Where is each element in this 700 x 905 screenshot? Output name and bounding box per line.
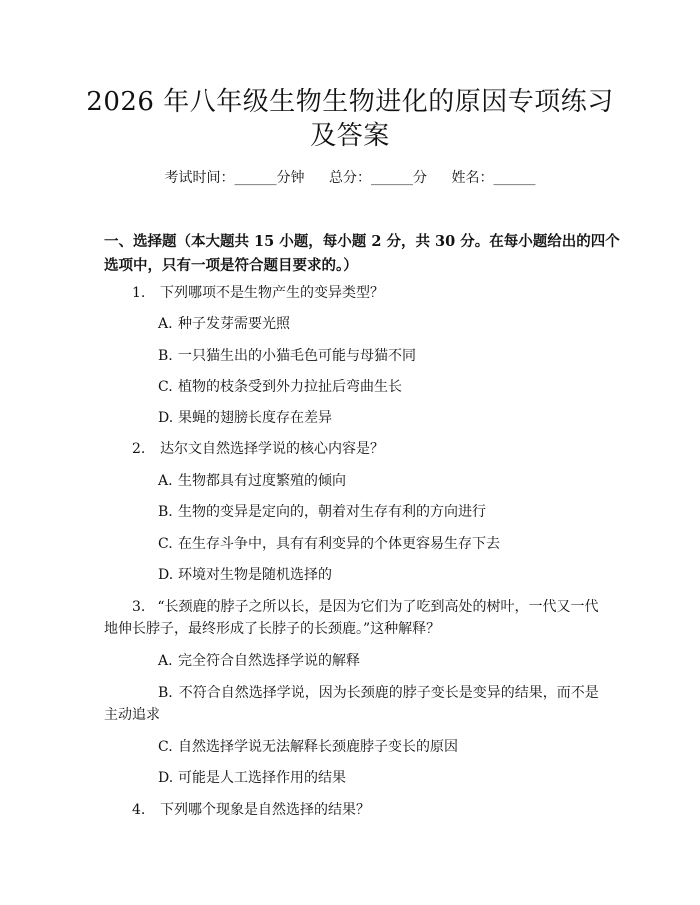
page-title-continuation: 及答案 bbox=[310, 121, 390, 151]
option-text: 在生存斗争中，具有有利变异的个体更容易生存下去 bbox=[178, 536, 500, 552]
exam-time-field: 考试时间：______分钟 bbox=[164, 170, 305, 186]
question-3-option-a bbox=[158, 650, 360, 672]
question-2 bbox=[132, 438, 384, 460]
question-1 bbox=[132, 282, 384, 304]
question-text: 下列哪个现象是自然选择的结果？ bbox=[160, 802, 370, 818]
question-1-option-a bbox=[158, 313, 290, 335]
option-letter: D. bbox=[158, 770, 174, 786]
option-text: 果蝇的翅膀长度存在差异 bbox=[178, 410, 332, 426]
option-text: 生物都具有过度繁殖的倾向 bbox=[178, 473, 346, 489]
question-number: 2. bbox=[132, 441, 146, 457]
question-text: 下列哪项不是生物产生的变异类型？ bbox=[160, 285, 384, 301]
question-number: 3. bbox=[132, 599, 146, 615]
page-title: 2026 年八年级生物生物进化的原因专项练习 bbox=[86, 87, 614, 117]
option-letter: D. bbox=[158, 410, 174, 426]
option-letter: B. bbox=[158, 504, 173, 520]
option-text: 不符合自然选择学说，因为长颈鹿的脖子变长是变异的结果，而不是主动追求 bbox=[104, 685, 599, 723]
option-text: 自然选择学说无法解释长颈鹿脖子变长的原因 bbox=[178, 739, 458, 755]
option-text: 生物的变异是定向的，朝着对生存有利的方向进行 bbox=[178, 504, 486, 520]
question-2-option-b bbox=[158, 501, 486, 523]
exam-info bbox=[0, 168, 700, 188]
question-3-option-b bbox=[104, 682, 602, 726]
question-3-option-d bbox=[158, 767, 346, 789]
question-2-option-d bbox=[158, 564, 332, 586]
option-letter: C. bbox=[158, 536, 173, 552]
option-text: 可能是人工选择作用的结果 bbox=[178, 770, 346, 786]
question-1-option-c bbox=[158, 376, 402, 398]
question-text: “长颈鹿的脖子之所以长，是因为它们为了吃到高处的树叶，一代又一代地伸长脖子，最终形成了长脖子的长颈鹿。”这种解释？ bbox=[104, 599, 599, 637]
question-2-option-c bbox=[158, 533, 500, 555]
question-number: 1. bbox=[132, 285, 146, 301]
exam-name-field: 姓名：______ bbox=[451, 170, 536, 186]
option-letter: C. bbox=[158, 379, 173, 395]
question-1-option-b bbox=[158, 345, 416, 367]
question-3 bbox=[104, 596, 602, 640]
option-text: 环境对生物是随机选择的 bbox=[178, 567, 332, 583]
option-text: 一只猫生出的小猫毛色可能与母猫不同 bbox=[178, 348, 416, 364]
question-2-option-a bbox=[158, 470, 346, 492]
option-letter: A. bbox=[158, 316, 173, 332]
option-text: 植物的枝条受到外力拉扯后弯曲生长 bbox=[178, 379, 402, 395]
option-letter: B. bbox=[158, 685, 173, 701]
question-4 bbox=[132, 799, 370, 821]
option-text: 完全符合自然选择学说的解释 bbox=[178, 653, 360, 669]
option-letter: B. bbox=[158, 348, 173, 364]
question-3-option-c bbox=[158, 736, 458, 758]
question-text: 达尔文自然选择学说的核心内容是？ bbox=[160, 441, 384, 457]
option-letter: A. bbox=[158, 473, 173, 489]
option-letter: C. bbox=[158, 739, 173, 755]
option-letter: D. bbox=[158, 567, 174, 583]
exam-score-field: 总分：______分 bbox=[329, 170, 427, 186]
question-number: 4. bbox=[132, 802, 146, 818]
option-letter: A. bbox=[158, 653, 173, 669]
section-heading: 一、选择题（本大题共 15 小题，每小题 2 分，共 30 分。在每小题给出的四个选项中，只有一项是符合题目要求的。） bbox=[104, 233, 620, 274]
option-text: 种子发芽需要光照 bbox=[178, 316, 290, 332]
question-1-option-d bbox=[158, 407, 332, 429]
